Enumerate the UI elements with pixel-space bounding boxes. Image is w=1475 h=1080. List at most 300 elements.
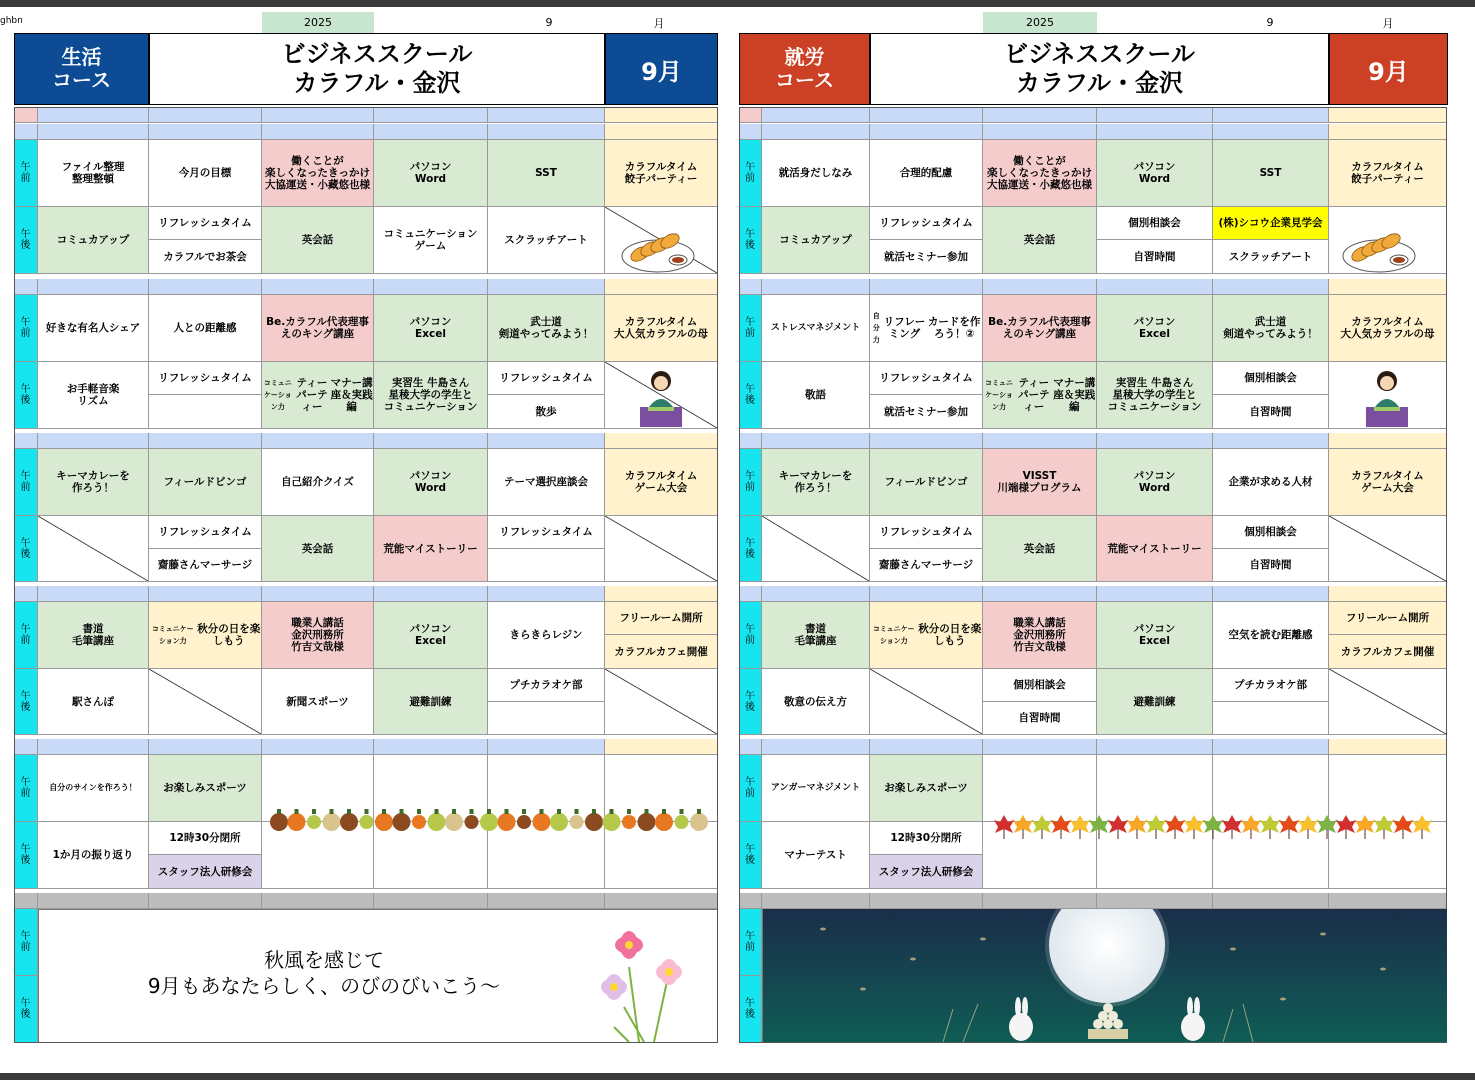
activity-cell: コミュカアップ — [38, 207, 149, 274]
final-row-label — [14, 893, 38, 909]
date-number — [262, 433, 374, 449]
activity-cell: パソコン Excel — [1097, 295, 1213, 362]
time-label-char: 後 — [20, 395, 31, 406]
weekday-header — [1329, 107, 1447, 123]
sunday-date — [739, 739, 762, 755]
activity-cell: 書道 毛筆講座 — [38, 602, 149, 669]
activity-cell: 就活身だしなみ — [762, 140, 870, 207]
final-row-date — [1329, 893, 1447, 909]
date-number — [983, 586, 1097, 602]
final-row-date — [1213, 893, 1329, 909]
activity-cell: リフレッシュタイム — [488, 516, 605, 549]
time-label-char: 午 — [745, 317, 755, 328]
activity-cell: リフレッシュタイム — [870, 362, 983, 395]
morning-label — [14, 140, 38, 207]
final-row-date — [762, 893, 870, 909]
final-row-date — [374, 893, 488, 909]
weekday-header — [374, 107, 488, 123]
date-number — [1213, 279, 1329, 295]
afternoon-label — [739, 516, 762, 582]
afternoon-label — [14, 362, 38, 429]
month-number-cell: 9 — [545, 16, 553, 29]
afternoon-label — [14, 822, 38, 889]
time-label-char: 午 — [20, 998, 31, 1009]
activity-cell — [488, 702, 605, 735]
time-label-char: 前 — [20, 328, 31, 339]
date-number — [762, 124, 870, 140]
date-number — [762, 279, 870, 295]
time-label-char: 午 — [20, 384, 31, 395]
final-row-date — [38, 893, 149, 909]
activity-cell: スクラッチアート — [1213, 240, 1329, 274]
date-number — [38, 124, 149, 140]
weekday-header — [1097, 107, 1213, 123]
time-label-char: 午 — [20, 471, 31, 482]
sunday-date — [739, 433, 762, 449]
morning-label — [739, 449, 762, 516]
gyoza-plate-icon — [618, 224, 698, 279]
activity-cell: 英会話 — [262, 207, 374, 274]
empty-slash-cell — [605, 516, 718, 582]
activity-cell: コミュニケーション ゲーム — [374, 207, 488, 274]
course-name: 生活 — [61, 45, 102, 69]
morning-label — [14, 909, 38, 976]
activity-cell: パソコン Word — [1097, 140, 1213, 207]
activity-cell: 英会話 — [262, 516, 374, 582]
sunday-date — [14, 124, 38, 140]
school-name-line1: ビジネススクール — [1004, 40, 1195, 68]
empty-slash-cell — [38, 516, 149, 582]
afternoon-label — [739, 669, 762, 735]
month-kanji-cell: 月 — [1382, 16, 1394, 30]
morning-label — [14, 295, 38, 362]
date-number — [1213, 586, 1329, 602]
date-number — [38, 279, 149, 295]
activity-cell: 新聞スポーツ — [262, 669, 374, 735]
autumn-fruit-border — [269, 802, 709, 842]
time-label-char: 後 — [745, 395, 755, 406]
activity-cell: 散歩 — [488, 395, 605, 429]
activity-cell: 個別相談会 — [1213, 362, 1329, 395]
activity-cell: 個別相談会 — [1213, 516, 1329, 549]
activity-cell: カラフルカフェ開催 — [1329, 635, 1447, 669]
activity-cell: コミュカアップ — [762, 207, 870, 274]
activity-cell: プチカラオケ部 — [488, 669, 605, 702]
time-label-char: 午 — [20, 624, 31, 635]
activity-cell: コミュニケーション力 ティーパーティー マナー講座＆実践編 — [262, 362, 374, 429]
time-label-char: 後 — [745, 855, 755, 866]
time-label-char: 午 — [745, 690, 755, 702]
time-label-char: 後 — [20, 1009, 31, 1020]
afternoon-label — [739, 207, 762, 274]
date-number — [488, 124, 605, 140]
date-number — [1213, 739, 1329, 755]
activity-cell: キーマカレーを 作ろう！ — [38, 449, 149, 516]
date-number — [38, 433, 149, 449]
course-name: 就労 — [784, 45, 825, 69]
final-row-date — [149, 893, 262, 909]
afternoon-label — [14, 669, 38, 735]
afternoon-label — [739, 822, 762, 889]
month-label: 9月 — [605, 33, 718, 105]
activity-cell: 企業が求める人材 — [1213, 449, 1329, 516]
activity-cell: カラフルカフェ開催 — [605, 635, 718, 669]
morning-label — [14, 449, 38, 516]
sunday-date — [14, 279, 38, 295]
activity-cell: SST — [488, 140, 605, 207]
activity-cell: マナーテスト — [762, 822, 870, 889]
time-label-char: 前 — [20, 788, 31, 799]
morning-label — [14, 602, 38, 669]
date-number — [149, 279, 262, 295]
activity-cell: リフレッシュタイム — [149, 207, 262, 240]
afternoon-label — [14, 516, 38, 582]
activity-cell: 合理的配慮 — [870, 140, 983, 207]
activity-cell: キーマカレーを 作ろう！ — [762, 449, 870, 516]
date-number — [870, 433, 983, 449]
date-number — [1097, 279, 1213, 295]
activity-cell: 個別相談会 — [983, 669, 1097, 702]
activity-cell: 実習生 牛島さん 星稜大学の学生と コミュニケーション — [1097, 362, 1213, 429]
activity-cell: 英会話 — [983, 207, 1097, 274]
time-label-char: 前 — [20, 635, 31, 646]
activity-cell: 自分のサインを作ろう！ — [38, 755, 149, 822]
time-label-char: 午 — [20, 229, 31, 240]
activity-cell: 自習時間 — [983, 702, 1097, 735]
activity-cell: アンガーマネジメント — [762, 755, 870, 822]
activity-cell: パソコン Word — [1097, 449, 1213, 516]
activity-cell: カラフルタイム 大人気カラフルの母 — [605, 295, 718, 362]
date-number — [374, 279, 488, 295]
activity-cell: 12時30分閉所 — [149, 822, 262, 855]
activity-cell — [488, 549, 605, 582]
activity-cell: コミュニケーション力 ティーパーティー マナー講座＆実践編 — [983, 362, 1097, 429]
afternoon-label — [739, 976, 762, 1043]
activity-cell: カラフルタイム 餃子パーティー — [1329, 140, 1447, 207]
time-label-char: 前 — [745, 173, 755, 184]
activity-cell: 個別相談会 — [1097, 207, 1213, 240]
activity-cell: カラフルタイム ゲーム大会 — [605, 449, 718, 516]
moon-viewing-night-scene — [763, 909, 1447, 1042]
activity-cell: フィールドビンゴ — [149, 449, 262, 516]
time-label-char: 前 — [745, 788, 755, 799]
time-label-char: 後 — [745, 548, 755, 560]
date-number — [38, 586, 149, 602]
morning-label — [739, 602, 762, 669]
activity-cell: カラフルでお茶会 — [149, 240, 262, 274]
date-number — [374, 124, 488, 140]
weekday-header — [1213, 107, 1329, 123]
final-row-date — [1097, 893, 1213, 909]
time-label-char: 後 — [20, 701, 31, 713]
activity-cell: カラフルタイム 大人気カラフルの母 — [1329, 295, 1447, 362]
activity-cell: 自習時間 — [1097, 240, 1213, 274]
time-label-char: 午 — [20, 317, 31, 328]
morning-label — [14, 755, 38, 822]
activity-cell: リフレッシュタイム — [870, 516, 983, 549]
time-label-char: 前 — [745, 942, 755, 953]
date-number — [1329, 739, 1447, 755]
activity-cell: 荒能マイストーリー — [1097, 516, 1213, 582]
activity-cell: 今月の目標 — [149, 140, 262, 207]
autumn-leaves-border — [994, 807, 1434, 847]
activity-cell: お手軽音楽 リズム — [38, 362, 149, 429]
time-label-char: 午 — [745, 537, 755, 549]
activity-cell: 職業人講話 金沢刑務所 竹吉文哉様 — [983, 602, 1097, 669]
activity-cell — [149, 395, 262, 429]
date-number — [149, 739, 262, 755]
activity-cell: 空気を読む距離感 — [1213, 602, 1329, 669]
year-cell: 2025 — [983, 12, 1097, 33]
weekday-header — [983, 107, 1097, 123]
weekday-header — [488, 107, 605, 123]
date-number — [488, 279, 605, 295]
activity-cell: コミュニケーション力 秋分の日を楽しもう — [870, 602, 983, 669]
empty-slash-cell — [1329, 669, 1447, 735]
activity-cell: リフレッシュタイム — [870, 207, 983, 240]
date-number — [262, 124, 374, 140]
course-label — [14, 33, 149, 105]
empty-slash-cell — [149, 669, 262, 735]
final-row-label — [739, 893, 762, 909]
sunday-date — [739, 124, 762, 140]
activity-cell: リフレッシュタイム — [149, 362, 262, 395]
afternoon-label — [14, 207, 38, 274]
time-label-char: 午 — [745, 229, 755, 240]
activity-cell: パソコン Excel — [374, 602, 488, 669]
corner-text: ghbn — [0, 16, 23, 26]
activity-cell: パソコン Excel — [1097, 602, 1213, 669]
date-number — [1329, 124, 1447, 140]
date-number — [983, 739, 1097, 755]
fortune-teller-woman-icon — [1360, 367, 1415, 429]
time-label-char: 前 — [745, 635, 755, 646]
activity-cell: 武士道 剣道やってみよう！ — [488, 295, 605, 362]
weekday-header — [14, 107, 38, 123]
time-label-char: 後 — [745, 701, 755, 713]
time-label-char: 後 — [20, 240, 31, 251]
weekday-header — [605, 107, 718, 123]
activity-cell: リフレッシュタイム — [488, 362, 605, 395]
morning-label — [739, 140, 762, 207]
activity-cell: 武士道 剣道やってみよう！ — [1213, 295, 1329, 362]
weekday-header — [262, 107, 374, 123]
date-number — [605, 433, 718, 449]
date-number — [1097, 739, 1213, 755]
time-label-char: 午 — [745, 624, 755, 635]
activity-cell: 就活セミナー参加 — [870, 240, 983, 274]
school-name-line2: カラフル・金沢 — [1015, 69, 1184, 97]
weekday-header — [38, 107, 149, 123]
activity-cell: スタッフ法人研修会 — [149, 855, 262, 889]
activity-cell: 自習時間 — [1213, 549, 1329, 582]
time-label-char: 前 — [20, 942, 31, 953]
activity-cell: コミュニケーション力 秋分の日を楽しもう — [149, 602, 262, 669]
sunday-date — [14, 586, 38, 602]
time-label-char: 午 — [20, 690, 31, 702]
morning-label — [739, 755, 762, 822]
date-number — [149, 586, 262, 602]
date-number — [983, 279, 1097, 295]
time-label-char: 午 — [745, 998, 755, 1009]
date-number — [374, 739, 488, 755]
time-label-char: 午 — [745, 844, 755, 855]
window-bottom-bar — [0, 1073, 1475, 1080]
time-label-char: 午 — [745, 931, 755, 942]
message-line1: 秋風を感じて — [264, 948, 384, 972]
activity-cell: カラフルタイム ゲーム大会 — [1329, 449, 1447, 516]
activity-cell: 荒能マイストーリー — [374, 516, 488, 582]
message-line2: 9月もあなたらしく、のびのびいこう～ — [147, 974, 501, 998]
activity-cell: 避難訓練 — [374, 669, 488, 735]
activity-cell: 書道 毛筆講座 — [762, 602, 870, 669]
time-label-char: 午 — [20, 162, 31, 173]
date-number — [605, 279, 718, 295]
activity-cell: (株)シコウ企業見学会 — [1213, 207, 1329, 240]
time-label-char: 前 — [20, 173, 31, 184]
weekday-header — [149, 107, 262, 123]
date-number — [870, 739, 983, 755]
date-number — [1097, 124, 1213, 140]
activity-cell: 駅さんぽ — [38, 669, 149, 735]
month-label: 9月 — [1329, 33, 1448, 105]
time-label-char: 午 — [20, 777, 31, 788]
time-label-char: 前 — [20, 482, 31, 493]
date-number — [1329, 279, 1447, 295]
date-number — [488, 586, 605, 602]
morning-label — [739, 909, 762, 976]
date-number — [488, 433, 605, 449]
activity-cell: スクラッチアート — [488, 207, 605, 274]
afternoon-label — [739, 362, 762, 429]
school-title — [870, 33, 1329, 105]
date-number — [149, 124, 262, 140]
date-number — [605, 586, 718, 602]
activity-cell: お楽しみスポーツ — [149, 755, 262, 822]
sunday-date — [14, 433, 38, 449]
activity-cell: 齋藤さんマーサージ — [149, 549, 262, 582]
activity-cell: 自分力 リフレーミング カードを作ろう！② — [870, 295, 983, 362]
morning-label — [739, 295, 762, 362]
final-row-date — [983, 893, 1097, 909]
date-number — [983, 124, 1097, 140]
empty-slash-cell — [762, 516, 870, 582]
autumn-message — [104, 947, 544, 999]
activity-cell: パソコン Word — [374, 140, 488, 207]
sunday-date — [14, 739, 38, 755]
activity-cell: 敬意の伝え方 — [762, 669, 870, 735]
activity-cell: Be.カラフル代表理事 えのキング講座 — [983, 295, 1097, 362]
date-number — [605, 739, 718, 755]
empty-slash-cell — [870, 669, 983, 735]
month-number-cell: 9 — [1266, 16, 1274, 29]
activity-cell: 避難訓練 — [1097, 669, 1213, 735]
date-number — [38, 739, 149, 755]
activity-cell: フリールーム開所 — [605, 602, 718, 635]
weekday-header — [762, 107, 870, 123]
activity-cell: 英会話 — [983, 516, 1097, 582]
activity-cell: 就活セミナー参加 — [870, 395, 983, 429]
activity-cell: テーマ選択座談会 — [488, 449, 605, 516]
activity-cell: プチカラオケ部 — [1213, 669, 1329, 702]
activity-cell: ストレスマネジメント — [762, 295, 870, 362]
date-number — [262, 739, 374, 755]
date-number — [149, 433, 262, 449]
date-number — [1097, 433, 1213, 449]
activity-cell: 実習生 牛島さん 星稜大学の学生と コミュニケーション — [374, 362, 488, 429]
time-label-char: 午 — [745, 471, 755, 482]
date-number — [1329, 586, 1447, 602]
final-row-date — [605, 893, 718, 909]
course-word: コース — [775, 68, 834, 92]
weekday-header — [870, 107, 983, 123]
school-name-line2: カラフル・金沢 — [293, 69, 461, 97]
work-course-calendar — [739, 12, 1444, 1044]
activity-cell: VISST 川端様プログラム — [983, 449, 1097, 516]
date-number — [1213, 433, 1329, 449]
activity-cell: ファイル整理 整理整頓 — [38, 140, 149, 207]
school-name-line1: ビジネススクール — [281, 40, 473, 68]
activity-cell: お楽しみスポーツ — [870, 755, 983, 822]
activity-cell: リフレッシュタイム — [149, 516, 262, 549]
date-number — [1213, 124, 1329, 140]
date-number — [262, 586, 374, 602]
weekday-header — [739, 107, 762, 123]
time-label-char: 前 — [745, 328, 755, 339]
activity-cell: 働くことが 楽しくなったきっかけ 大協運送・小藏悠也様 — [983, 140, 1097, 207]
fortune-teller-woman-icon — [634, 367, 689, 429]
time-label-char: 午 — [20, 537, 31, 549]
date-number — [983, 433, 1097, 449]
final-row-date — [488, 893, 605, 909]
life-course-calendar — [14, 12, 719, 1044]
date-number — [762, 586, 870, 602]
time-label-char: 後 — [20, 855, 31, 866]
cosmos-flower-icon — [584, 917, 694, 1047]
activity-cell: カラフルタイム 餃子パーティー — [605, 140, 718, 207]
afternoon-label — [14, 976, 38, 1043]
activity-cell: パソコン Excel — [374, 295, 488, 362]
activity-cell: 好きな有名人シェア — [38, 295, 149, 362]
time-label-char: 午 — [745, 384, 755, 395]
date-number — [762, 739, 870, 755]
window-top-bar — [0, 0, 1475, 7]
time-label-char: 午 — [20, 844, 31, 855]
time-label-char: 後 — [745, 1009, 755, 1020]
activity-cell — [1213, 702, 1329, 735]
activity-cell: 自己紹介クイズ — [262, 449, 374, 516]
final-row-date — [870, 893, 983, 909]
year-cell: 2025 — [262, 12, 374, 33]
date-number — [870, 279, 983, 295]
time-label-char: 午 — [745, 162, 755, 173]
time-label-char: 午 — [745, 777, 755, 788]
date-number — [1097, 586, 1213, 602]
school-title — [149, 33, 605, 105]
empty-slash-cell — [1329, 516, 1447, 582]
final-row-date — [262, 893, 374, 909]
time-label-char: 前 — [745, 482, 755, 493]
activity-cell: SST — [1213, 140, 1329, 207]
date-number — [870, 586, 983, 602]
date-number — [870, 124, 983, 140]
month-kanji-cell: 月 — [653, 16, 665, 30]
activity-cell: フィールドビンゴ — [870, 449, 983, 516]
date-number — [605, 124, 718, 140]
date-number — [262, 279, 374, 295]
activity-cell: 職業人講話 金沢刑務所 竹吉文哉様 — [262, 602, 374, 669]
sunday-date — [739, 586, 762, 602]
